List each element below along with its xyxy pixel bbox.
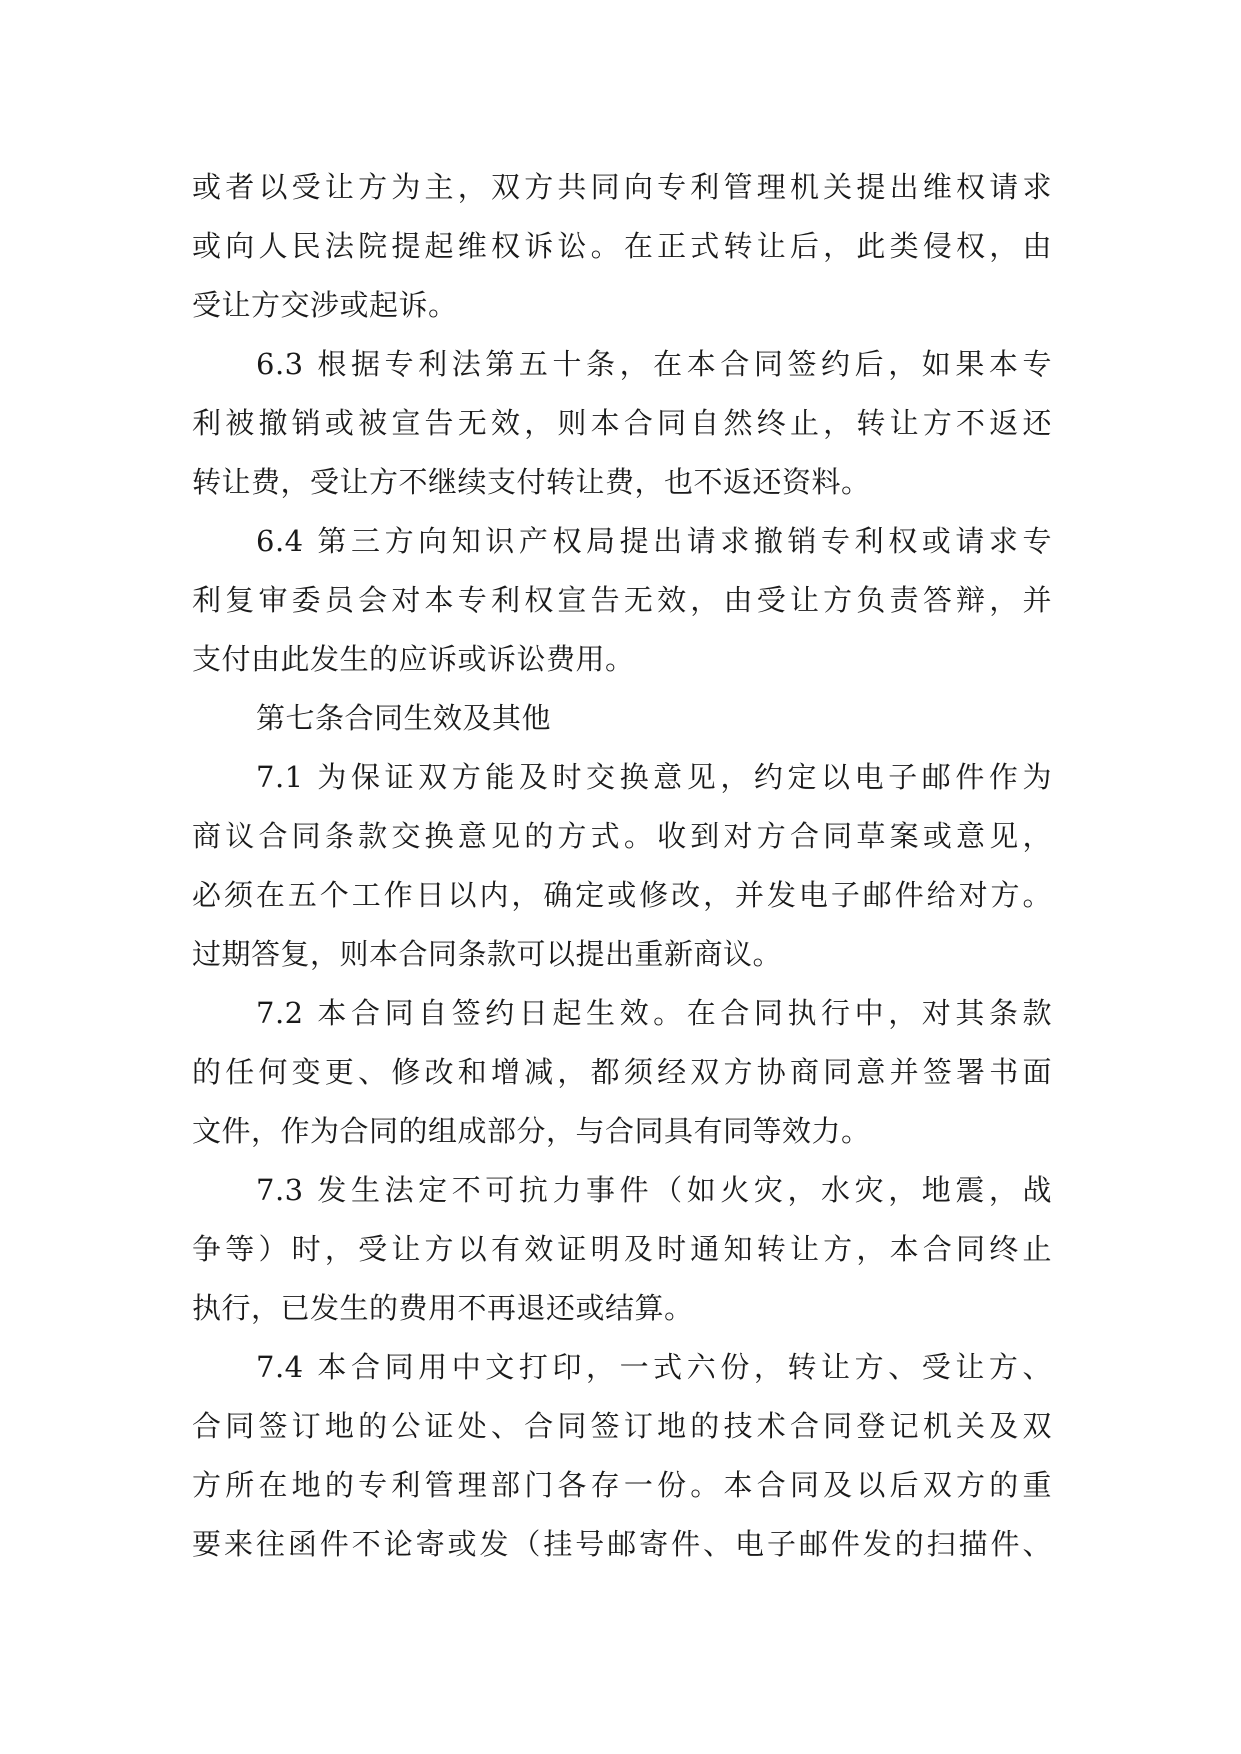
text-line: 7.2 本合同自签约日起生效。在合同执行中，对其条款 (256, 996, 1052, 1030)
contract-text-body (192, 158, 1052, 1574)
text-line: 7.1 为保证双方能及时交换意见，约定以电子邮件作为 (256, 760, 1052, 794)
text-line: 转让费，受让方不继续支付转让费，也不返还资料。 (192, 465, 871, 499)
text-line: 方所在地的专利管理部门各存一份。本合同及以后双方的重 (192, 1468, 1052, 1502)
text-line: 利复审委员会对本专利权宣告无效，由受让方负责答辩，并 (192, 583, 1052, 617)
text-line: 7.3 发生法定不可抗力事件（如火灾，水灾，地震，战 (256, 1173, 1052, 1207)
text-line: 执行，已发生的费用不再退还或结算。 (192, 1291, 694, 1325)
text-line: 6.3 根据专利法第五十条，在本合同签约后，如果本专 (256, 347, 1052, 381)
text-line: 7.4 本合同用中文打印，一式六份，转让方、受让方、 (256, 1350, 1052, 1384)
text-line: 支付由此发生的应诉或诉讼费用。 (192, 642, 635, 676)
text-line: 利被撤销或被宣告无效，则本合同自然终止，转让方不返还 (192, 406, 1052, 440)
text-line: 第七条合同生效及其他 (256, 701, 552, 735)
text-line: 合同签订地的公证处、合同签订地的技术合同登记机关及双 (192, 1409, 1052, 1443)
text-line: 受让方交涉或起诉。 (192, 288, 458, 322)
text-line: 的任何变更、修改和增减，都须经双方协商同意并签署书面 (192, 1055, 1052, 1089)
text-line: 争等）时，受让方以有效证明及时通知转让方，本合同终止 (192, 1232, 1052, 1266)
text-line: 文件，作为合同的组成部分，与合同具有同等效力。 (192, 1114, 871, 1148)
text-line: 或者以受让方为主，双方共同向专利管理机关提出维权请求 (192, 170, 1052, 204)
text-line: 过期答复，则本合同条款可以提出重新商议。 (192, 937, 783, 971)
text-line: 必须在五个工作日以内，确定或修改，并发电子邮件给对方。 (192, 878, 1052, 912)
text-line: 或向人民法院提起维权诉讼。在正式转让后，此类侵权，由 (192, 229, 1052, 263)
text-line: 6.4 第三方向知识产权局提出请求撤销专利权或请求专 (256, 524, 1052, 558)
text-line: 商议合同条款交换意见的方式。收到对方合同草案或意见， (192, 819, 1052, 853)
text-line: 要来往函件不论寄或发（挂号邮寄件、电子邮件发的扫描件、 (192, 1527, 1052, 1561)
